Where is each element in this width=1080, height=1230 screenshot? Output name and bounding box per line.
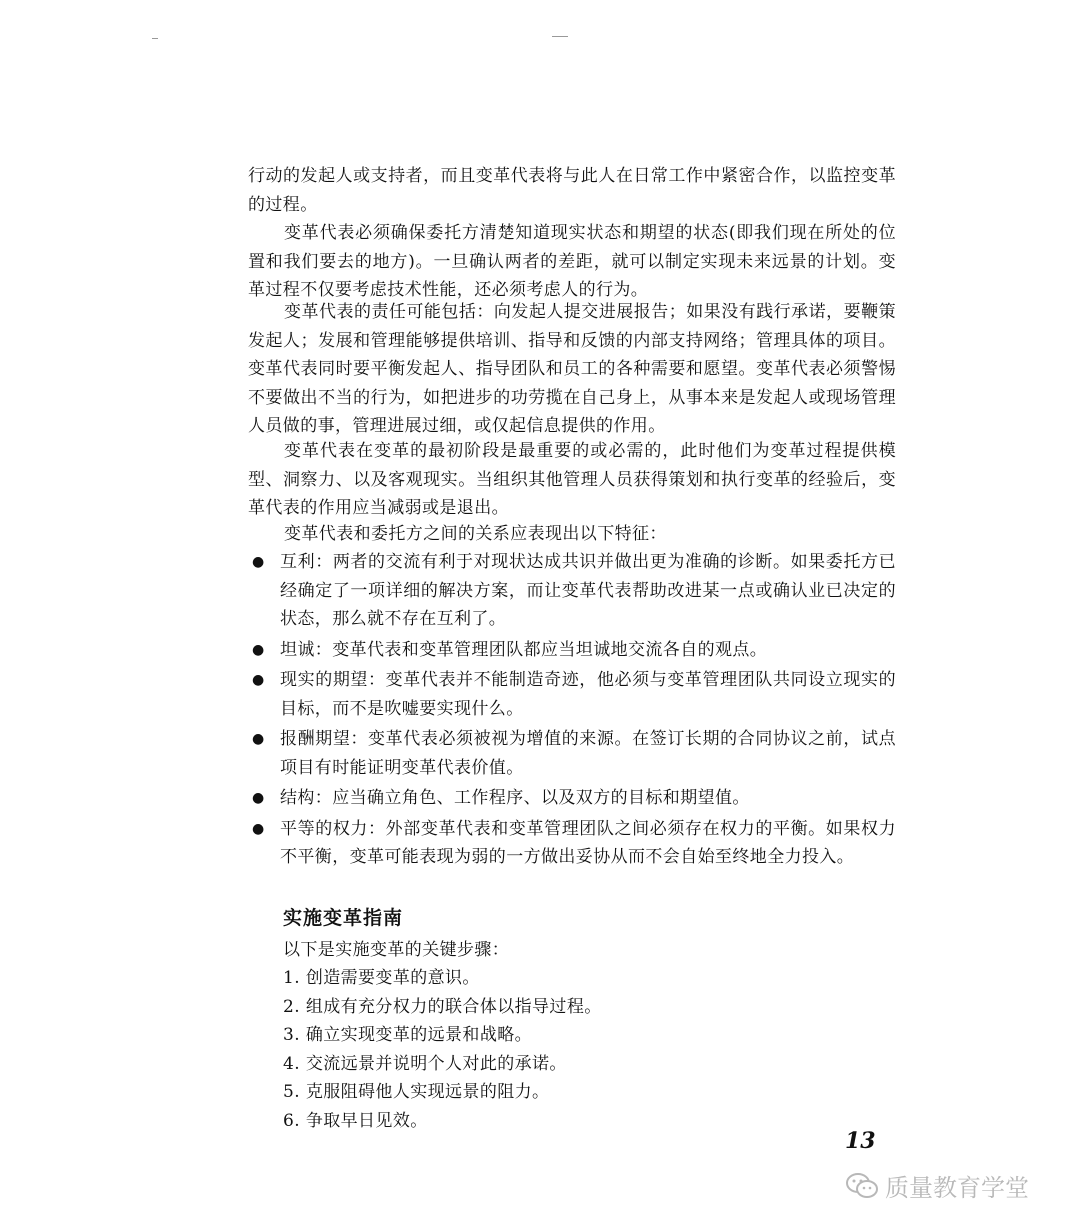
steps-intro: 以下是实施变革的关键步骤： (283, 940, 510, 960)
steps-list (283, 964, 602, 1135)
wechat-icon (845, 1172, 879, 1200)
paragraph-4: 变革代表在变革的最初阶段是最重要的或必需的，此时他们为变革过程提供模型、洞察力、以及客观现实。当组织其他管理人员获得策划和执行变革的经验后，变革代表的作用应当减弱或是退出。 (248, 441, 896, 518)
section-heading: 实施变革指南 (283, 907, 404, 929)
paragraph-1: 行动的发起人或支持者，而且变革代表将与此人在日常工作中紧密合作，以监控变革的过程。 (248, 166, 896, 215)
page-number: 13 (845, 1128, 876, 1154)
watermark-text: 质量教育学堂 (885, 1174, 1029, 1202)
list-item: ● 互利：两者的交流有利于对现状达成共识并做出更为准确的诊断。如果委托方已经确定了一项详细的解决方案，而让变革代表帮助改进某一点或确认业已决定的状态，那么就不存在互利了。 (280, 548, 896, 634)
step-item: 3. 确立实现变革的远景和战略。 (283, 1025, 533, 1045)
step-item: 6. 争取早日见效。 (283, 1110, 428, 1131)
watermark (845, 1168, 1029, 1203)
bullet-icon: ● (252, 641, 265, 658)
list-item: ● 报酬期望：变革代表必须被视为增值的来源。在签订长期的合同协议之前，试点项目有时能证明变革代表价值。 (280, 725, 896, 782)
list-item: ● 现实的期望：变革代表并不能制造奇迹，他必须与变革管理团队共同设立现实的目标，而不是吹嘘要实现什么。 (280, 666, 896, 723)
bullet-icon: ● (252, 820, 265, 837)
step-item: 4. 交流远景并说明个人对此的承诺。 (283, 1053, 567, 1074)
bullet-icon: ● (252, 554, 265, 570)
paragraph-5: 变革代表和委托方之间的关系应表现出以下特征： (284, 524, 667, 544)
bullet-icon: ● (252, 731, 265, 747)
step-item: 5. 克服阻碍他人实现远景的阻力。 (283, 1082, 550, 1102)
paragraph-3: 变革代表的责任可能包括：向发起人提交进展报告；如果没有践行承诺，要鞭策发起人；发展和管理能够提供培训、指导和反馈的内部支持网络；管理具体的项目。变革代表同时要平衡发起人、指导团队和员工的各种需要和愿望。变革代表必须警惕不要做出不当的行为，如把进步的功劳揽在自己身上，从事本来是发起人或现场管理人员做的事，管理进展过细，或仅起信息提供的作用。 (248, 302, 896, 436)
scan-speck (152, 38, 158, 39)
scan-speck (552, 36, 568, 37)
step-item: 1. 创造需要变革的意识。 (283, 968, 480, 988)
list-item: ● 平等的权力：外部变革代表和变革管理团队之间必须存在权力的平衡。如果权力不平衡，变革可能表现为弱的一方做出妥协从而不会自始至终地全力投入。 (280, 815, 896, 872)
bullet-icon: ● (252, 672, 265, 688)
bullet-icon: ● (252, 790, 265, 806)
step-item: 2. 组成有充分权力的联合体以指导过程。 (283, 996, 602, 1017)
list-item: ● 结构：应当确立角色、工作程序、以及双方的目标和期望值。 (280, 784, 896, 813)
list-item: ● 坦诚：变革代表和变革管理团队都应当坦诚地交流各自的观点。 (280, 636, 896, 665)
characteristics-list (252, 548, 896, 872)
paragraph-2: 变革代表必须确保委托方清楚知道现实状态和期望的状态(即我们现在所处的位置和我们要去的地方)。一旦确认两者的差距，就可以制定实现未来远景的计划。变革过程不仅要考虑技术性能，还必须考虑人的行为。 (248, 223, 896, 300)
